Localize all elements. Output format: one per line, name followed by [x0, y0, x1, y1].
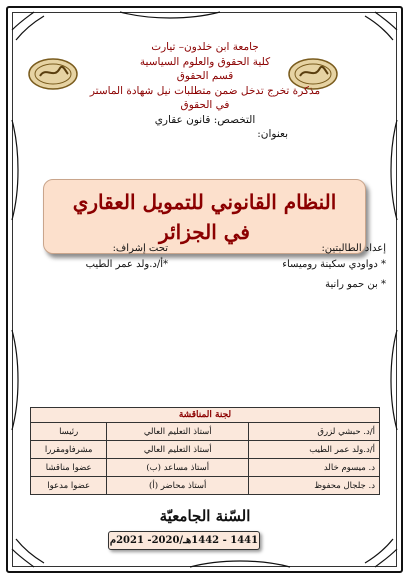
specialty: التخصص: قانون عقاري: [154, 113, 256, 126]
jury-member-name: أ/د.ولد عمر الطيب: [249, 441, 380, 459]
faculty-name: كلية الحقوق والعلوم السياسية: [139, 55, 271, 68]
supervisor-name: *أ/د.ولد عمر الطيب: [85, 259, 168, 270]
jury-member-rank: أستاذ مساعد (ب): [107, 459, 249, 477]
university-name: جامعة ابن خلدون– تيارت: [151, 41, 259, 53]
student-name: * بن حمو رانية: [325, 279, 386, 290]
students-block: [226, 242, 386, 298]
table-row: [31, 441, 380, 459]
academic-year-value: 1441 - 1442هـ/2020- 2021م: [108, 531, 260, 550]
jury-table: [30, 407, 380, 495]
jury-member-rank: أستاذ التعليم العالي: [107, 441, 249, 459]
table-row: [31, 477, 380, 495]
students-heading: إعداد الطالبتين:: [321, 243, 386, 254]
student-name: * دواودي سكينة روميساء: [282, 259, 386, 270]
memo-description-2: في الحقوق: [180, 99, 230, 111]
department-name: قسم الحقوق: [176, 70, 234, 82]
memo-description: مذكرة تخرج تدخل ضمن متطلبات نيل شهادة الماستر: [89, 84, 321, 97]
table-row: [31, 459, 380, 477]
jury-member-rank: أستاذ محاضر (أ): [107, 477, 249, 495]
jury-member-rank: أستاذ التعليم العالي: [107, 423, 249, 441]
jury-member-role: عضوا مناقشا: [31, 459, 107, 477]
jury-member-role: رئيسا: [31, 423, 107, 441]
academic-year-label: السّنة الجامعيّة: [159, 507, 251, 525]
jury-header-row: [31, 408, 380, 423]
jury-member-name: د. ميسوم خالد: [249, 459, 380, 477]
table-row: [31, 423, 380, 441]
thesis-title-line2: في الجزائر: [159, 219, 250, 244]
supervisor-heading: تحت إشراف:: [112, 243, 168, 254]
jury-member-name: د. جلجال محفوظ: [249, 477, 380, 495]
jury-heading: لجنة المناقشة: [31, 408, 380, 423]
jury-member-role: مشرفاومقررا: [31, 441, 107, 459]
supervisor-block: [28, 242, 168, 278]
thesis-title-line1: النظام القانوني للتمويل العقاري: [72, 189, 337, 214]
title-label: بعنوان:: [257, 128, 288, 140]
institution-header: [60, 40, 350, 142]
jury-member-role: عضوا مدعوا: [31, 477, 107, 495]
jury-member-name: أ/د. حبشي لزرق: [249, 423, 380, 441]
